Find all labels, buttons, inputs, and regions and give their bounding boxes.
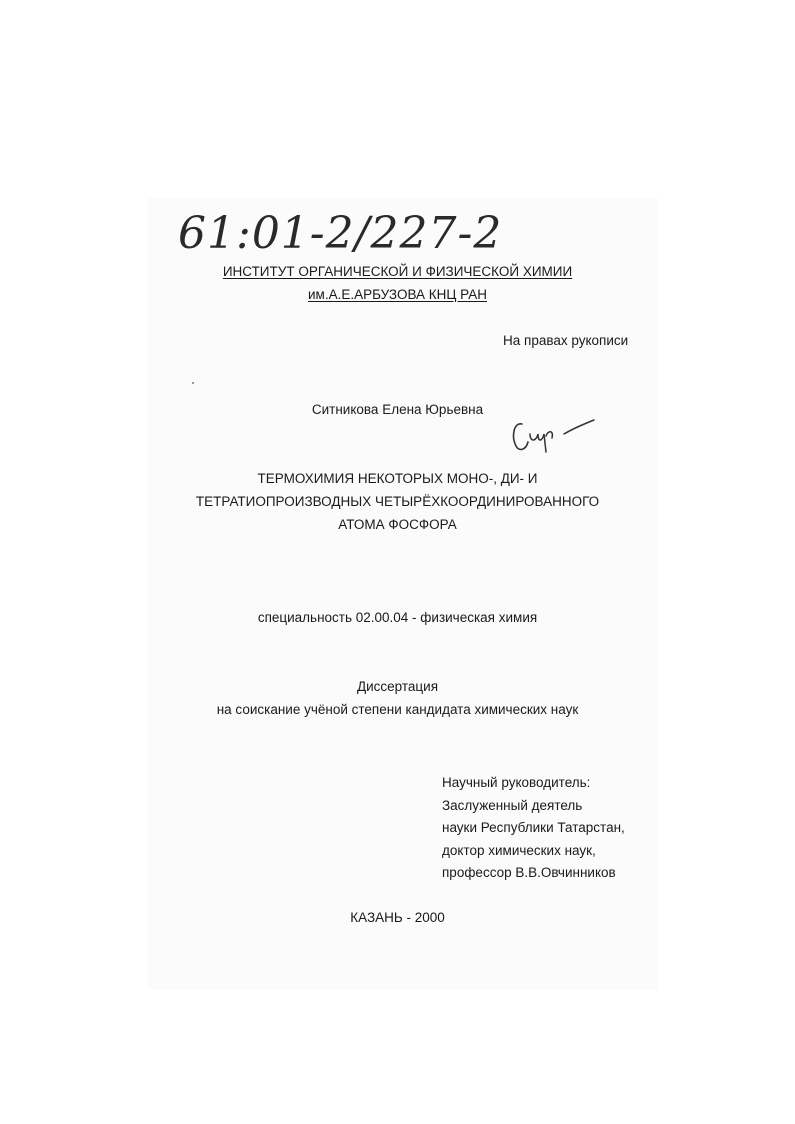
degree-sought: на соискание учёной степени кандидата химических наук xyxy=(216,702,579,717)
supervisor-line-2: Заслуженный деятель xyxy=(442,797,583,813)
institute-line-2: им.А.Е.АРБУЗОВА КНЦ РАН xyxy=(308,287,487,302)
scan-speck xyxy=(192,382,194,384)
manuscript-note: На правах рукописи xyxy=(503,333,629,348)
institute-line-1: ИНСТИТУТ ОРГАНИЧЕСКОЙ И ФИЗИЧЕСКОЙ ХИМИИ xyxy=(222,264,573,279)
title-line-1: ТЕРМОХИМИЯ НЕКОТОРЫХ МОНО-, ДИ- И xyxy=(257,471,538,486)
specialty: специальность 02.00.04 - физическая химия xyxy=(257,610,538,625)
supervisor-block xyxy=(442,772,625,885)
handwritten-registration-number: 61:01-2/227-2 xyxy=(178,208,503,259)
title-line-2: ТЕТРАТИОПРОИЗВОДНЫХ ЧЕТЫРЁХКООРДИНИРОВАННОГО xyxy=(195,494,600,509)
dissertation-label: Диссертация xyxy=(356,679,439,694)
author-name: Ситникова Елена Юрьевна xyxy=(311,402,484,417)
place-year: КАЗАНЬ - 2000 xyxy=(350,910,445,925)
title-line-3: АТОМА ФОСФОРА xyxy=(338,517,457,532)
supervisor-line-3: науки Республики Татарстан, xyxy=(442,820,625,835)
supervisor-line-5: профессор В.В.Овчинников xyxy=(442,865,616,880)
supervisor-line-1: Научный руководитель: xyxy=(442,775,591,790)
supervisor-line-4: доктор химических наук, xyxy=(442,842,596,858)
author-signature-icon xyxy=(508,408,598,456)
